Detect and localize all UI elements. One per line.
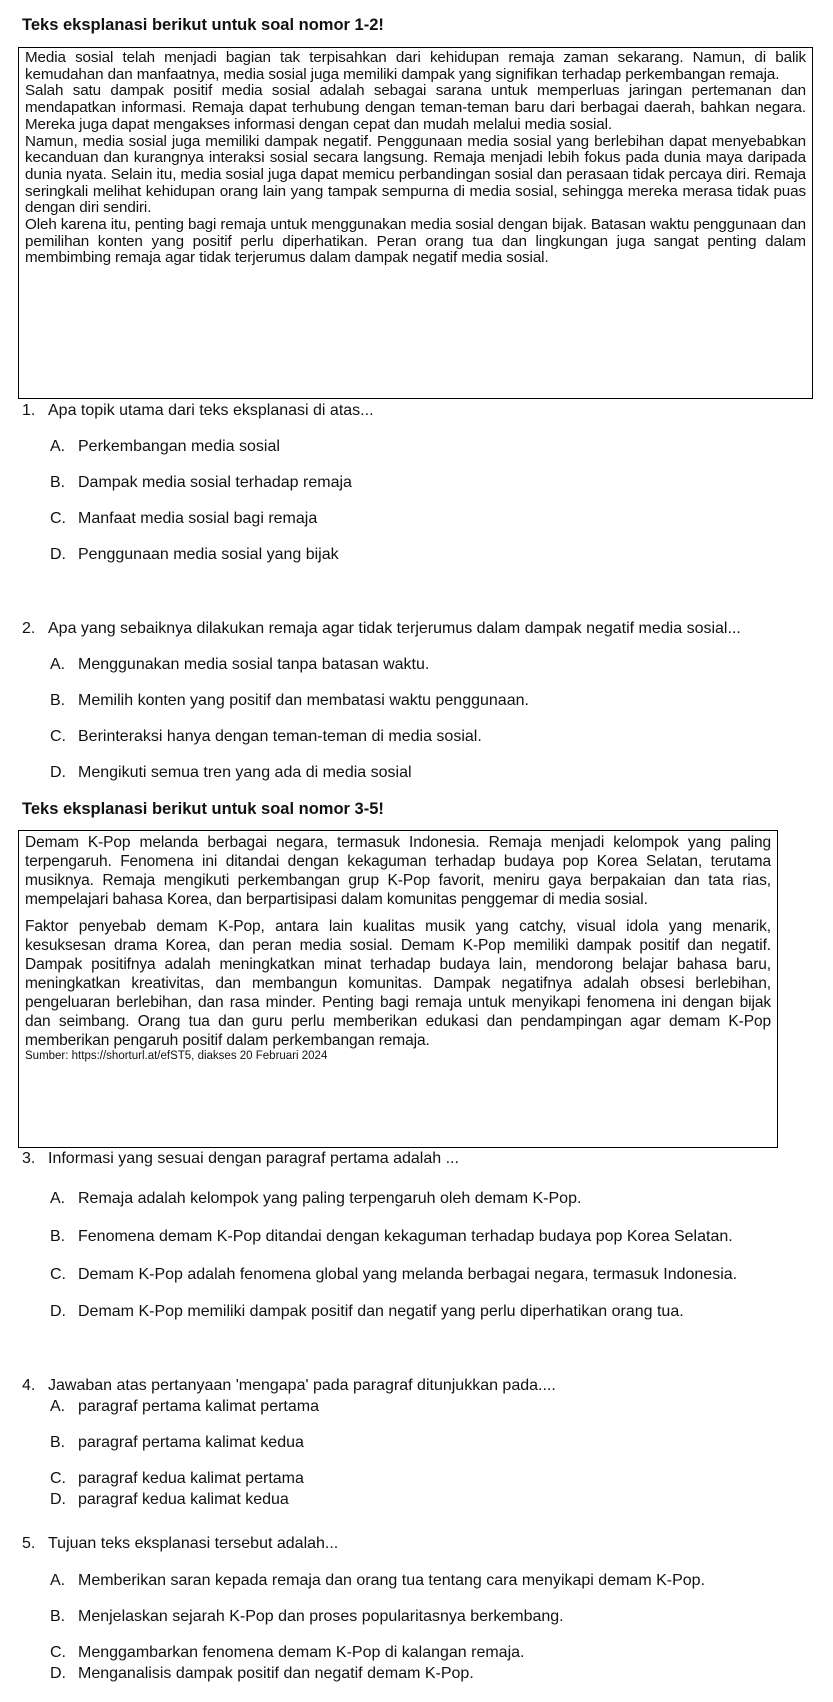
question-5 (22, 1535, 338, 1553)
option-letter: D. (50, 1665, 66, 1682)
option-text: Demam K-Pop memiliki dampak positif dan negatif yang perlu diperhatikan orang tua. (78, 1303, 684, 1320)
option-text: Dampak media sosial terhadap remaja (78, 474, 352, 491)
option-letter: D. (50, 1303, 66, 1320)
option-1a[interactable] (50, 438, 280, 456)
option-5a[interactable] (50, 1572, 705, 1590)
question-number: 3. (22, 1150, 36, 1167)
passage-1-paragraph: Salah satu dampak positif media sosial adalah sebagai sarana untuk memperluas jaringan pertemanan dan mendapatkan informasi. Remaja dapat terhubung dengan teman-teman baru dari berbagai daerah, bahkan negara. Mereka juga dapat mengakses informasi dengan cepat dan mudah melalui media sosial. (25, 82, 806, 133)
option-2c[interactable] (50, 728, 482, 746)
option-text: paragraf pertama kalimat kedua (78, 1434, 304, 1451)
question-3 (22, 1150, 459, 1168)
passage-1-paragraph: Oleh karena itu, penting bagi remaja untuk menggunakan media sosial dengan bijak. Batasan waktu penggunaan dan pemilihan konten yang positif perlu diperhatikan. Peran orang tua dan lingkungan juga sangat penting dalam membimbing remaja agar tidak terjerumus dalam dampak negatif media sosial. (25, 216, 806, 267)
option-3c[interactable] (50, 1266, 737, 1284)
question-2 (22, 620, 741, 638)
option-text: Remaja adalah kelompok yang paling terpengaruh oleh demam K-Pop. (78, 1190, 582, 1207)
option-4b[interactable] (50, 1434, 304, 1452)
question-text: Informasi yang sesuai dengan paragraf pertama adalah ... (48, 1150, 459, 1167)
question-1 (22, 402, 374, 420)
option-letter: D. (50, 764, 66, 781)
passage-1-paragraph: Namun, media sosial juga memiliki dampak negatif. Penggunaan media sosial yang berlebihan dapat menyebabkan kecanduan dan kurangnya interaksi sosial secara langsung. Remaja menjadi lebih fokus pada dunia maya daripada dunia nyata. Selain itu, media sosial juga dapat memicu perbandingan sosial dan perasaan tidak percaya diri. Remaja seringkali melihat kehidupan orang lain yang tampak sempurna di media sosial, sehingga mereka merasa tidak puas dengan diri sendiri. (25, 132, 806, 217)
option-text: Menjelaskan sejarah K-Pop dan proses popularitasnya berkembang. (78, 1608, 564, 1625)
option-text: Perkembangan media sosial (78, 438, 280, 455)
passage-2-paragraph: Demam K-Pop melanda berbagai negara, termasuk Indonesia. Remaja menjadi kelompok yang paling terpengaruh. Fenomena ini ditandai dengan kekaguman terhadap budaya pop Korea Selatan, terutama musiknya. Remaja mengikuti perkembangan grup K-Pop favorit, meniru gaya berpakaian dan tata rias, mempelajari bahasa Korea, dan berpartisipasi dalam komunitas penggemar di media sosial. (25, 834, 771, 908)
option-text: Manfaat media sosial bagi remaja (78, 510, 318, 527)
option-text: paragraf kedua kalimat pertama (78, 1470, 304, 1487)
section-2-heading: Teks eksplanasi berikut untuk soal nomor 3-5! (22, 800, 384, 818)
option-text: paragraf kedua kalimat kedua (78, 1491, 289, 1508)
option-letter: A. (50, 656, 66, 673)
option-letter: A. (50, 1398, 66, 1415)
option-text: Berinteraksi hanya dengan teman-teman di media sosial. (78, 728, 482, 745)
option-3b[interactable] (50, 1228, 733, 1246)
option-2b[interactable] (50, 692, 529, 710)
option-4d[interactable] (50, 1491, 289, 1509)
option-3a[interactable] (50, 1190, 581, 1208)
option-text: Menggunakan media sosial tanpa batasan waktu. (78, 656, 430, 673)
option-text: Memilih konten yang positif dan membatasi waktu penggunaan. (78, 692, 529, 709)
option-text: Demam K-Pop adalah fenomena global yang melanda berbagai negara, termasuk Indonesia. (78, 1266, 738, 1283)
passage-1-paragraph: Media sosial telah menjadi bagian tak terpisahkan dari kehidupan remaja zaman sekarang. Namun, di balik kemudahan dan manfaatnya, media sosial juga memiliki dampak yang signifikan terhadap perkembangan remaja. (25, 49, 806, 83)
option-letter: D. (50, 1491, 66, 1508)
option-5d[interactable] (50, 1665, 474, 1683)
source-citation: Sumber: https://shorturl.at/efST5, diakses 20 Februari 2024 (25, 1050, 328, 1062)
option-4c[interactable] (50, 1470, 304, 1488)
question-text: Apa topik utama dari teks eksplanasi di atas... (48, 402, 374, 419)
option-4a[interactable] (50, 1398, 319, 1416)
option-letter: A. (50, 438, 66, 455)
option-text: Menggambarkan fenomena demam K-Pop di kalangan remaja. (78, 1644, 525, 1661)
passage-1-box (18, 47, 813, 399)
option-letter: D. (50, 546, 66, 563)
option-letter: C. (50, 1470, 66, 1487)
question-number: 5. (22, 1535, 36, 1552)
section-1-heading: Teks eksplanasi berikut untuk soal nomor 1-2! (22, 16, 384, 34)
option-letter: B. (50, 1434, 66, 1451)
option-3d[interactable] (50, 1303, 684, 1321)
option-1b[interactable] (50, 474, 352, 492)
option-letter: C. (50, 510, 66, 527)
option-text: Memberikan saran kepada remaja dan orang tua tentang cara menyikapi demam K-Pop. (78, 1572, 706, 1589)
question-number: 4. (22, 1377, 36, 1394)
option-2d[interactable] (50, 764, 412, 782)
option-letter: B. (50, 474, 66, 491)
option-letter: C. (50, 1644, 66, 1661)
option-5b[interactable] (50, 1608, 564, 1626)
passage-2-paragraph: Faktor penyebab demam K-Pop, antara lain kualitas musik yang catchy, visual idola yang menarik, kesuksesan drama Korea, dan peran media sosial. Demam K-Pop memiliki dampak positif dan negatif. Dampak positifnya adalah meningkatkan minat terhadap budaya lain, mendorong belajar bahasa baru, meningkatkan kreativitas, dan membangun komunitas. Dampak negatifnya adalah obsesi berlebihan, pengeluaran berlebihan, dan rasa minder. Penting bagi remaja untuk menyikapi fenomena ini dengan bijak dan seimbang. Orang tua dan guru perlu memberikan edukasi dan pendampingan agar demam K-Pop memberikan pengaruh positif dalam perkembangan remaja. (25, 918, 771, 1049)
option-2a[interactable] (50, 656, 429, 674)
option-letter: A. (50, 1190, 66, 1207)
question-text: Tujuan teks eksplanasi tersebut adalah... (48, 1535, 339, 1552)
option-letter: B. (50, 692, 66, 709)
question-4 (22, 1377, 556, 1395)
option-1d[interactable] (50, 546, 339, 564)
option-letter: C. (50, 728, 66, 745)
question-text: Jawaban atas pertanyaan 'mengapa' pada paragraf ditunjukkan pada.... (48, 1377, 556, 1394)
question-number: 1. (22, 402, 36, 419)
option-letter: C. (50, 1266, 66, 1283)
option-text: Fenomena demam K-Pop ditandai dengan kekaguman terhadap budaya pop Korea Selatan. (78, 1228, 733, 1245)
passage-2-box (18, 830, 778, 1148)
option-1c[interactable] (50, 510, 317, 528)
option-letter: B. (50, 1228, 66, 1245)
option-text: Mengikuti semua tren yang ada di media sosial (78, 764, 412, 781)
option-5c[interactable] (50, 1644, 524, 1662)
option-letter: A. (50, 1572, 66, 1589)
option-text: Penggunaan media sosial yang bijak (78, 546, 339, 563)
question-number: 2. (22, 620, 36, 637)
option-letter: B. (50, 1608, 66, 1625)
option-text: Menganalisis dampak positif dan negatif demam K-Pop. (78, 1665, 474, 1682)
question-text: Apa yang sebaiknya dilakukan remaja agar tidak terjerumus dalam dampak negatif media sosial... (48, 620, 741, 637)
option-text: paragraf pertama kalimat pertama (78, 1398, 319, 1415)
